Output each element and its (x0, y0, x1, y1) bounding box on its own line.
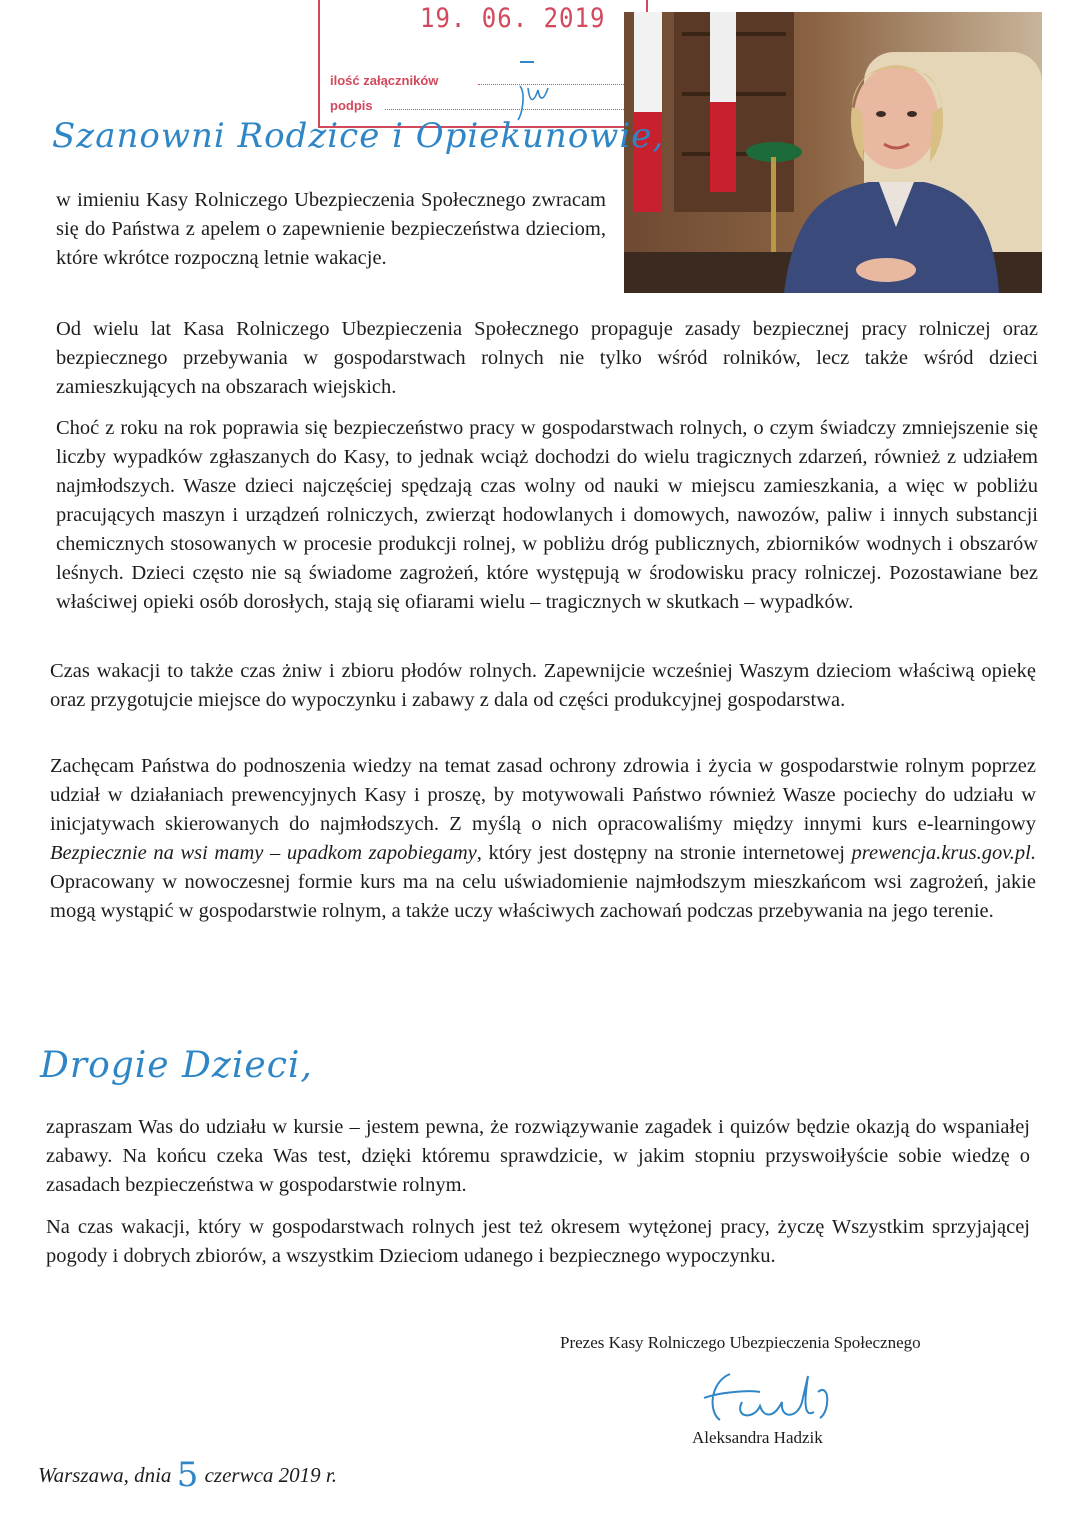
children-paragraph-2: Na czas wakacji, który w gospodarstwach rolnych jest też okresem wytężonej pracy, życzę Wszystkim sprzyjającej pogody i dobrych zbiorów, a wszystkim Dzieciom udanego i bezpiecznego wypoczynku. (46, 1216, 1030, 1267)
children-paragraph-1: zapraszam Was do udziału w kursie – jestem pewna, że rozwiązywanie zagadek i quizów będzie okazją do wspaniałej zabawy. Na końcu czeka Was test, dzięki któremu sprawdzicie, w jakim stopniu przyswoiłyście sobie wiedzę o zasadach bezpieczeństwa w gospodarstwie rolnym. (46, 1116, 1030, 1196)
place-date-prefix: Warszawa, dnia (38, 1463, 172, 1487)
paragraph-2: Od wielu lat Kasa Rolniczego Ubezpieczenia Społecznego propaguje zasady bezpiecznej pracy rolniczej oraz bezpiecznego przebywania w gospodarstwach rolnych nie tylko wśród rolników, lecz także wśród dzieci zamieszkujących na obszarach wiejskich. (56, 318, 1038, 398)
signature-title: Prezes Kasy Rolniczego Ubezpieczenia Społecznego (560, 1333, 921, 1352)
greeting-parents: Szanowni Rodzice i Opiekunowie, (52, 116, 665, 156)
received-stamp (318, 0, 648, 128)
website-address: prewencja.krus.gov.pl. (851, 842, 1036, 864)
paragraph-intro: w imieniu Kasy Rolniczego Ubezpieczenia Społecznego zwracam się do Państwa z apelem o zapewnienie bezpieczeństwa dzieciom, które wkrótce rozpoczną letnie wakacje. (56, 189, 606, 269)
stamp-signature-label: podpis (330, 98, 373, 113)
president-photo (624, 12, 1042, 293)
course-name: Bezpiecznie na wsi mamy – upadkom zapobiegamy (50, 842, 477, 864)
stamp-handwritten-mark (500, 54, 590, 124)
place-date-day: 5 (176, 1455, 200, 1495)
paragraph-4: Czas wakacji to także czas żniw i zbioru płodów rolnych. Zapewnijcie wcześniej Waszym dzieciom właściwą opiekę oraz przygotujcie miejsce do wypoczynku i zabawy z dala od części produkcyjnej gospodarstwa. (50, 660, 1036, 711)
paragraph-3: Choć z roku na rok poprawia się bezpieczeństwo pracy w gospodarstwach rolnych, o czym świadczy zmniejszenie się liczby wypadków zgłaszanych do Kasy, to jednak wciąż dochodzi do wielu tragicznych zdarzeń, również z udziałem najmłodszych. Wasze dzieci najczęściej spędzają czas wolny od nauki w miejscu zamieszkania, a więc w pobliżu pracujących maszyn i urządzeń rolniczych, zwierząt hodowlanych i domowych, nawozów, paliw i innych substancji chemicznych stosowanych w procesie produkcji rolnej, w pobliżu dróg publicznych, zbiorników wodnych i obszarów leśnych. Dzieci często nie są świadome zagrożeń, które występują w środowisku pracy rolniczej. Pozostawiane bez właściwej opieki osób dorosłych, stają się ofiarami wielu – tragicznych w skutkach – wypadków. (56, 417, 1038, 613)
place-date (38, 1455, 337, 1495)
greeting-children: Drogie Dzieci, (40, 1045, 313, 1086)
paragraph-5: Zachęcam Państwa do podnoszenia wiedzy na temat zasad ochrony zdrowia i życia w gospodarstwie rolnym poprzez udział w działaniach prewencyjnych Kasy i proszę, by motywowali Państwo również Wasze pociechy do udziału w inicjatywach skierowanych do najmłodszych. Z myślą o nich opracowaliśmy między innymi kurs e-learningowy Bezpiecznie na wsi mamy – upadkom zapobiegamy, który jest dostępny na stronie internetowej prewencja.krus.gov.pl. Opracowany w nowoczesnej formie kurs ma na celu uświadomienie najmłodszym mieszkańcom wsi zagrożeń, jakie mogą wystąpić w gospodarstwie rolnym, a także uczy właściwych zachowań podczas przebywania na jego terenie. (50, 755, 1036, 922)
signature-name: Aleksandra Hadzik (692, 1428, 823, 1447)
handwritten-signature (690, 1362, 840, 1432)
place-date-suffix: czerwca 2019 r. (204, 1463, 337, 1487)
stamp-attachments-label: ilość załączników (330, 73, 439, 88)
stamp-date: 19. 06. 2019 (420, 2, 606, 34)
